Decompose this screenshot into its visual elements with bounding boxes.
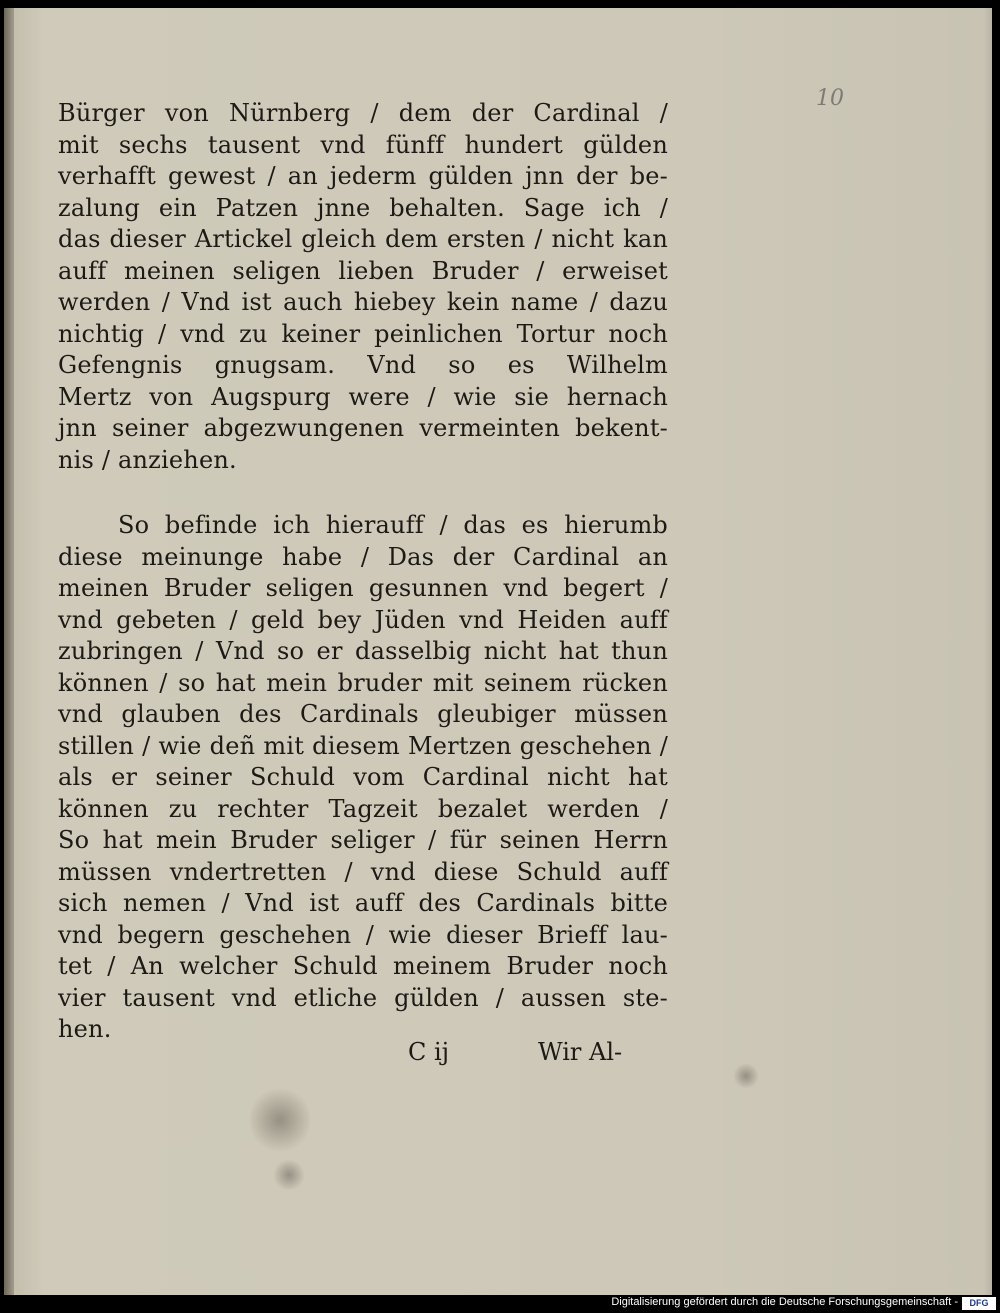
text-line: auff meinen seligen lieben Bruder / erweiset (58, 256, 668, 285)
text-line: Bürger von Nürnberg / dem der Cardinal / (58, 99, 668, 127)
text-line: vnd glauben des Cardinals gleubiger müssen (58, 700, 668, 728)
text-line: können zu rechter Tagzeit bezalet werden / (58, 794, 668, 823)
text-line: hen. (58, 1015, 112, 1043)
paragraph-2 (58, 510, 668, 1046)
page-number: 10 (816, 86, 844, 111)
text-line: So hat mein Bruder seliger / für seinen Herrn (58, 826, 668, 854)
text-line: diese meinunge habe / Das der Cardinal an (58, 542, 668, 571)
text-line: stillen / wie deñ mit diesem Mertzen geschehen / (58, 731, 668, 760)
text-line: müssen vndertretten / vnd diese Schuld auff (58, 857, 668, 886)
text-line: So befinde ich hierauff / das es hierumb (118, 511, 668, 539)
signature-mark: C ij (408, 1038, 450, 1066)
ink-stain (250, 1085, 310, 1155)
text-line: vnd gebeten / geld bey Jüden vnd Heiden auff (58, 605, 668, 634)
text-line: sich nemen / Vnd ist auff des Cardinals bitte (58, 889, 668, 917)
text-line: meinen Bruder seligen gesunnen vnd begert / (58, 574, 668, 602)
text-line: mit sechs tausent vnd fünff hundert gülden (58, 130, 668, 159)
text-line: nichtig / vnd zu keiner peinlichen Tortur noch (58, 319, 668, 348)
body-text (58, 98, 668, 1046)
text-line: verhafft gewest / an jederm gülden jnn der be- (58, 162, 668, 190)
text-line: Mertz von Augspurg were / wie sie hernach (58, 382, 668, 411)
text-line: zalung ein Patzen jnne behalten. Sage ich / (58, 193, 668, 222)
text-line: vnd begern geschehen / wie dieser Brieff lau- (58, 920, 668, 949)
catchword: Wir Al- (538, 1038, 623, 1066)
text-line: Gefengnis gnugsam. Vnd so es Wilhelm (58, 351, 668, 379)
dfg-logo: DFG (962, 1297, 996, 1310)
paragraph-1 (58, 98, 668, 476)
text-line: können / so hat mein bruder mit seinem rücken (58, 668, 668, 697)
ink-stain (733, 1063, 759, 1089)
text-line: vier tausent vnd etliche gülden / aussen ste- (58, 983, 668, 1012)
ink-stain (272, 1160, 306, 1190)
gutter-shadow (4, 8, 14, 1295)
text-line: nis / anziehen. (58, 445, 237, 474)
text-line: jnn seiner abgezwungenen vermeinten bekent- (58, 414, 668, 442)
digitization-credit: Digitalisierung gefördert durch die Deutsche Forschungsgemeinschaft - (611, 1296, 958, 1308)
text-line: werden / Vnd ist auch hiebey kein name / dazu (58, 288, 668, 316)
text-line: das dieser Artickel gleich dem ersten / nicht kan (58, 225, 668, 253)
text-line: tet / An welcher Schuld meinem Bruder noch (58, 952, 668, 980)
text-line: zubringen / Vnd so er dasselbig nicht hat thun (58, 637, 668, 665)
text-line: als er seiner Schuld vom Cardinal nicht hat (58, 763, 668, 791)
